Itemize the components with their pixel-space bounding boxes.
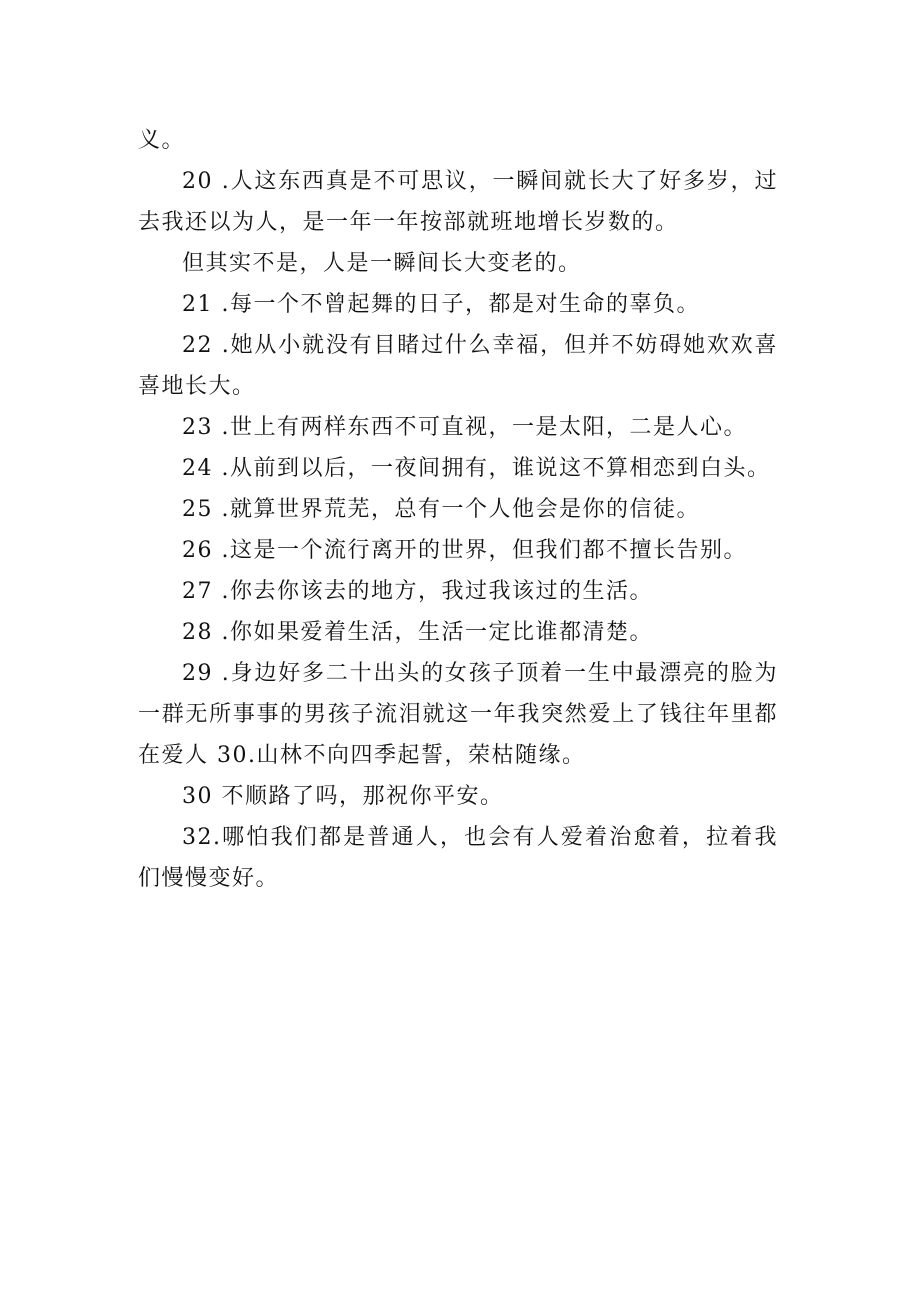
- paragraph-item-32: 32.哪怕我们都是普通人，也会有人爱着治愈着，拉着我们慢慢变好。: [138, 825, 778, 891]
- paragraph-item-24: 24 .从前到以后，一夜间拥有，谁说这不算相恋到白头。: [182, 456, 771, 481]
- paragraph-item-30: 30 不顺路了吗，那祝你平安。: [182, 784, 504, 809]
- paragraph-item-22: 22 .她从小就没有目睹过什么幸福，但并不妨碍她欢欢喜喜地长大。: [138, 333, 778, 399]
- paragraph-item-28: 28 .你如果爱着生活，生活一定比谁都清楚。: [182, 620, 653, 645]
- paragraph-item-20: 20 .人这东西真是不可思议，一瞬间就长大了好多岁，过去我还以为人，是一年一年按部就班地增长岁数的。: [138, 169, 778, 235]
- paragraph-item-29: 29 .身边好多二十出头的女孩子顶着一生中最漂亮的脸为一群无所事事的男孩子流泪就这一年我突然爱上了钱往年里都在爱人 30.山林不向四季起誓，荣枯随缘。: [138, 661, 778, 768]
- paragraph-item-25: 25 .就算世界荒芜，总有一个人他会是你的信徒。: [182, 497, 700, 522]
- paragraph-item-26: 26 .这是一个流行离开的世界，但我们都不擅长告别。: [182, 538, 747, 563]
- paragraph-item-21: 21 .每一个不曾起舞的日子，都是对生命的辜负。: [182, 292, 700, 317]
- document-body: [138, 120, 778, 899]
- paragraph-item-27: 27 .你去你该去的地方，我过我该过的生活。: [182, 579, 653, 604]
- paragraph-item-23: 23 .世上有两样东西不可直视，一是太阳，二是人心。: [182, 415, 747, 440]
- paragraph-item-20-continued: 但其实不是，人是一瞬间长大变老的。: [182, 251, 582, 276]
- paragraph-continuation: 义。: [138, 128, 186, 153]
